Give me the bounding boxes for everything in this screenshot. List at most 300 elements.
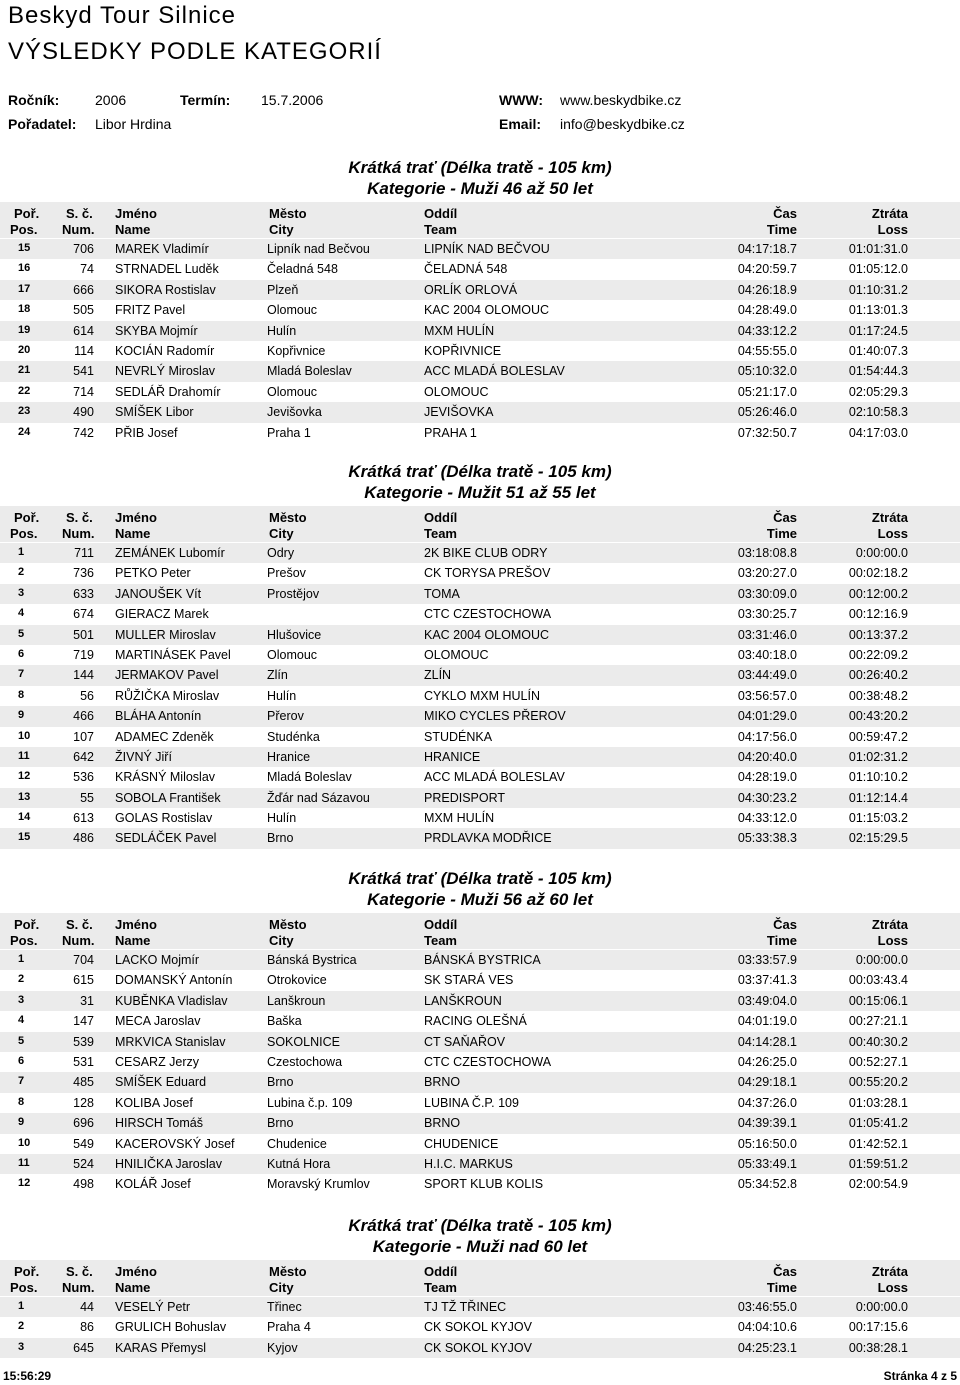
- cell-loss: 01:42:52.1: [848, 1136, 908, 1151]
- cell-num: 704: [73, 953, 94, 967]
- cell-num: 128: [73, 1095, 94, 1110]
- cell-team: KAC 2004 OLOMOUC: [424, 627, 550, 642]
- table-row: [0, 563, 960, 583]
- cell-name: NEVRLÝ Miroslav: [115, 364, 216, 379]
- col-num-cz: S. č.: [66, 206, 93, 221]
- cell-name: MRKVICA Stanislav: [115, 1034, 226, 1049]
- cell-time: 04:39:39.1: [737, 1116, 797, 1131]
- table-row: [0, 259, 960, 279]
- cell-time: 03:56:57.0: [737, 688, 797, 703]
- cell-pos: 17: [18, 282, 31, 295]
- cell-team: BÁNSKÁ BYSTRICA: [424, 953, 541, 967]
- cell-num: 536: [73, 770, 94, 785]
- cell-name: JANOUŠEK Vít: [115, 586, 202, 601]
- col-pos-cz: Poř.: [14, 1264, 40, 1279]
- cell-name: SEDLÁŘ Drahomír: [115, 384, 221, 399]
- cell-team: MXM HULÍN: [424, 811, 495, 826]
- cell-city: Zlín: [267, 668, 288, 683]
- cell-city: Prostějov: [267, 586, 320, 601]
- cell-time: 03:31:46.0: [737, 627, 797, 642]
- cell-city: Lubina č.p. 109: [267, 1095, 353, 1110]
- cell-pos: 16: [18, 262, 31, 275]
- cell-name: KOLÁŘ Josef: [115, 1177, 191, 1192]
- section-heading: [0, 462, 960, 503]
- cell-loss: 00:59:47.2: [848, 729, 908, 744]
- cell-team: TJ TŽ TŘINEC: [424, 1300, 507, 1314]
- table-row: [0, 788, 960, 808]
- footer-page: Stránka 4 z 5: [883, 1369, 957, 1383]
- cell-team: RACING OLEŠNÁ: [424, 1014, 527, 1029]
- cell-time: 05:34:52.8: [737, 1177, 797, 1192]
- cell-team: SK STARÁ VES: [424, 973, 514, 988]
- cell-loss: 0:00:00.0: [855, 953, 908, 967]
- cell-name: HNILIČKA Jaroslav: [115, 1156, 222, 1171]
- cell-team: ORLÍK ORLOVÁ: [424, 282, 518, 297]
- cell-pos: 23: [18, 405, 31, 418]
- cell-city: Moravský Krumlov: [267, 1177, 370, 1192]
- cell-pos: 19: [18, 323, 31, 336]
- cell-name: SMÍŠEK Eduard: [115, 1075, 207, 1090]
- cell-city: Lipník nad Bečvou: [267, 242, 370, 256]
- cell-team: CK SOKOL KYJOV: [424, 1340, 532, 1355]
- cell-loss: 01:05:41.2: [848, 1116, 908, 1131]
- table-row: [0, 1154, 960, 1174]
- table-row: [0, 300, 960, 320]
- cell-loss: 00:27:21.1: [848, 1014, 908, 1029]
- cell-loss: 00:12:00.2: [848, 586, 908, 601]
- cell-pos: 2: [18, 1320, 25, 1333]
- col-city-en: City: [269, 933, 294, 948]
- col-team-cz: Oddíl: [424, 206, 458, 221]
- col-team-en: Team: [424, 1280, 457, 1295]
- col-time-en: Time: [766, 526, 797, 541]
- email-label: Email:: [499, 116, 542, 132]
- cell-time: 04:25:23.1: [737, 1340, 797, 1355]
- cell-name: LACKO Mojmír: [115, 953, 200, 967]
- cell-loss: 00:26:40.2: [848, 668, 908, 683]
- col-name-en: Name: [115, 933, 151, 948]
- table-row: [0, 1174, 960, 1194]
- cell-name: JERMAKOV Pavel: [115, 668, 219, 683]
- cell-num: 498: [73, 1177, 94, 1192]
- cell-team: BRNO: [424, 1116, 461, 1131]
- cell-name: PETKO Peter: [115, 566, 191, 581]
- cell-city: Baška: [267, 1014, 302, 1029]
- cell-city: Brno: [267, 1116, 294, 1131]
- cell-team: KOPŘIVNICE: [424, 343, 502, 358]
- cell-name: MECA Jaroslav: [115, 1014, 201, 1029]
- cell-pos: 4: [18, 1014, 25, 1027]
- cell-loss: 00:38:28.1: [848, 1340, 908, 1355]
- cell-time: 04:37:26.0: [737, 1095, 797, 1110]
- cell-team: PREDISPORT: [424, 790, 506, 805]
- table-row: [0, 727, 960, 747]
- cell-pos: 24: [18, 425, 31, 438]
- cell-team: KAC 2004 OLOMOUC: [424, 303, 550, 318]
- cell-city: Hulín: [267, 811, 297, 826]
- cell-pos: 21: [18, 364, 31, 377]
- cell-city: Hulín: [267, 323, 297, 338]
- col-time-cz: Čas: [773, 206, 797, 221]
- cell-team: MXM HULÍN: [424, 323, 495, 338]
- col-pos-en: Pos.: [10, 526, 38, 541]
- cell-time: 05:10:32.0: [737, 364, 797, 379]
- cell-name: KRÁSNÝ Miloslav: [115, 770, 216, 785]
- column-header: [0, 202, 960, 238]
- cell-city: Hulín: [267, 688, 297, 703]
- results-table: [0, 239, 960, 443]
- cell-loss: 01:03:28.1: [848, 1095, 908, 1110]
- table-row: [0, 747, 960, 767]
- col-time-en: Time: [766, 1280, 797, 1295]
- cell-pos: 6: [18, 1054, 25, 1067]
- section-heading: [0, 1216, 960, 1257]
- cell-pos: 2: [18, 973, 25, 986]
- cell-time: 07:32:50.7: [737, 425, 797, 440]
- table-row: [0, 604, 960, 624]
- cell-loss: 00:15:06.1: [848, 993, 908, 1008]
- cell-team: CT SAŇAŘOV: [424, 1034, 506, 1049]
- cell-time: 05:33:38.3: [737, 831, 797, 846]
- cell-loss: 01:12:14.4: [848, 790, 908, 805]
- cell-loss: 01:05:12.0: [848, 262, 908, 277]
- col-loss-en: Loss: [877, 933, 908, 948]
- cell-loss: 01:54:44.3: [848, 364, 908, 379]
- cell-loss: 02:05:29.3: [848, 384, 908, 399]
- cell-team: LANŠKROUN: [424, 993, 502, 1008]
- col-time-cz: Čas: [773, 917, 797, 932]
- col-num-cz: S. č.: [66, 510, 93, 525]
- col-name-cz: Jméno: [115, 206, 157, 221]
- cell-team: MIKO CYCLES PŘEROV: [424, 709, 566, 724]
- table-row: [0, 1297, 960, 1317]
- col-num-cz: S. č.: [66, 917, 93, 932]
- cell-time: 03:18:08.8: [737, 546, 797, 560]
- cell-city: Praha 4: [267, 1320, 311, 1335]
- cell-time: 05:26:46.0: [737, 405, 797, 420]
- cell-city: Čeladná 548: [267, 262, 338, 277]
- cell-loss: 00:55:20.2: [848, 1075, 908, 1090]
- table-row: [0, 361, 960, 381]
- table-row: [0, 402, 960, 422]
- cell-pos: 11: [18, 749, 30, 762]
- cell-team: ZLÍN: [424, 668, 452, 683]
- rocnik-label: Ročník:: [8, 92, 60, 108]
- track-title: Krátká trať (Délka tratě - 105 km): [348, 462, 612, 481]
- cell-loss: 00:52:27.1: [848, 1054, 908, 1069]
- cell-num: 107: [73, 729, 94, 744]
- cell-time: 03:33:57.9: [737, 953, 797, 967]
- cell-time: 04:29:18.1: [737, 1075, 797, 1090]
- cell-team: CK SOKOL KYJOV: [424, 1320, 532, 1335]
- cell-pos: 9: [18, 1116, 25, 1129]
- cell-loss: 02:10:58.3: [848, 405, 908, 420]
- cell-name: SEDLÁČEK Pavel: [115, 831, 217, 846]
- col-team-cz: Oddíl: [424, 510, 458, 525]
- cell-time: 04:20:40.0: [737, 749, 797, 764]
- cell-time: 05:21:17.0: [737, 384, 797, 399]
- col-time-cz: Čas: [773, 510, 797, 525]
- cell-time: 04:01:29.0: [737, 709, 797, 724]
- cell-num: 31: [80, 993, 94, 1008]
- cell-num: 742: [73, 425, 94, 440]
- cell-team: STUDÉNKA: [424, 729, 493, 744]
- cell-loss: 01:01:31.0: [848, 242, 908, 256]
- cell-pos: 18: [18, 303, 31, 316]
- cell-num: 719: [73, 647, 94, 662]
- cell-city: Praha 1: [267, 425, 311, 440]
- cell-city: Prešov: [267, 566, 306, 581]
- poradatel-label: Pořadatel:: [8, 116, 77, 132]
- termin-value: 15.7.2006: [261, 92, 324, 108]
- cell-pos: 3: [18, 1340, 25, 1353]
- col-city-cz: Město: [269, 510, 307, 525]
- cell-city: Mladá Boleslav: [267, 770, 352, 785]
- cell-time: 04:04:10.6: [737, 1320, 797, 1335]
- section-heading: [0, 869, 960, 910]
- cell-time: 04:26:25.0: [737, 1054, 797, 1069]
- cell-loss: 01:40:07.3: [848, 343, 908, 358]
- cell-loss: 0:00:00.0: [855, 546, 908, 560]
- cell-num: 74: [80, 262, 94, 277]
- cell-team: ACC MLADÁ BOLESLAV: [424, 364, 565, 379]
- cell-name: CESARZ Jerzy: [115, 1054, 200, 1069]
- table-row: [0, 1011, 960, 1031]
- cell-team: JEVIŠOVKA: [424, 405, 494, 420]
- cell-name: HIRSCH Tomáš: [115, 1116, 203, 1131]
- cell-num: 501: [73, 627, 94, 642]
- cell-name: MULLER Miroslav: [115, 627, 216, 642]
- cell-loss: 00:02:18.2: [848, 566, 908, 581]
- cell-num: 524: [73, 1156, 94, 1171]
- category-title: Kategorie - Mužit 51 až 55 let: [364, 483, 596, 502]
- col-num-en: Num.: [62, 1280, 95, 1295]
- cell-city: Brno: [267, 831, 294, 846]
- cell-name: GOLAS Rostislav: [115, 811, 213, 826]
- cell-city: Třinec: [267, 1300, 302, 1314]
- track-title: Krátká trať (Délka tratě - 105 km): [348, 869, 612, 888]
- results-table: [0, 950, 960, 1195]
- cell-name: DOMANSKÝ Antonín: [115, 973, 233, 988]
- table-row: [0, 1072, 960, 1092]
- cell-name: BLÁHA Antonín: [115, 709, 202, 724]
- col-pos-en: Pos.: [10, 222, 38, 237]
- col-loss-cz: Ztráta: [871, 917, 908, 932]
- cell-team: SPORT KLUB KOLIS: [424, 1177, 544, 1192]
- cell-team: ACC MLADÁ BOLESLAV: [424, 770, 565, 785]
- cell-num: 541: [73, 364, 94, 379]
- col-name-cz: Jméno: [115, 917, 157, 932]
- cell-name: KOCIÁN Radomír: [115, 343, 215, 358]
- cell-team: LIPNÍK NAD BEČVOU: [424, 242, 550, 256]
- cell-name: SKYBA Mojmír: [115, 323, 198, 338]
- cell-team: CYKLO MXM HULÍN: [424, 688, 540, 703]
- cell-team: PRDLAVKA MODŘICE: [424, 831, 552, 846]
- col-city-en: City: [269, 526, 294, 541]
- cell-time: 03:44:49.0: [737, 668, 797, 683]
- cell-pos: 12: [18, 770, 31, 783]
- col-loss-cz: Ztráta: [871, 1264, 908, 1279]
- table-row: [0, 706, 960, 726]
- col-team-cz: Oddíl: [424, 917, 458, 932]
- cell-time: 03:40:18.0: [737, 647, 797, 662]
- cell-pos: 11: [18, 1156, 30, 1169]
- cell-pos: 8: [18, 1095, 25, 1108]
- cell-loss: 00:43:20.2: [848, 709, 908, 724]
- cell-loss: 01:10:31.2: [848, 282, 908, 297]
- cell-pos: 10: [18, 729, 31, 742]
- cell-time: 05:16:50.0: [737, 1136, 797, 1151]
- cell-city: Studénka: [267, 729, 320, 744]
- col-pos-en: Pos.: [10, 933, 38, 948]
- col-loss-en: Loss: [877, 526, 908, 541]
- col-team-en: Team: [424, 222, 457, 237]
- category-title: Kategorie - Muži 56 až 60 let: [367, 890, 593, 909]
- cell-name: VESELÝ Petr: [115, 1300, 191, 1314]
- track-title: Krátká trať (Délka tratě - 105 km): [348, 1216, 612, 1235]
- cell-time: 04:28:19.0: [737, 770, 797, 785]
- table-row: [0, 239, 960, 259]
- col-city-en: City: [269, 1280, 294, 1295]
- cell-city: Chudenice: [267, 1136, 327, 1151]
- col-pos-en: Pos.: [10, 1280, 38, 1295]
- cell-num: 615: [73, 973, 94, 988]
- col-pos-cz: Poř.: [14, 917, 40, 932]
- cell-city: Odry: [267, 546, 295, 560]
- cell-city: Jevišovka: [267, 405, 322, 420]
- cell-time: 04:28:49.0: [737, 303, 797, 318]
- cell-pos: 14: [18, 811, 31, 824]
- table-row: [0, 1338, 960, 1358]
- cell-num: 666: [73, 282, 94, 297]
- cell-num: 114: [74, 343, 94, 358]
- cell-loss: 00:17:15.6: [848, 1320, 908, 1335]
- cell-pos: 7: [18, 1075, 25, 1088]
- table-row: [0, 1093, 960, 1113]
- cell-num: 55: [80, 790, 94, 805]
- col-num-cz: S. č.: [66, 1264, 93, 1279]
- cell-pos: 6: [18, 647, 25, 660]
- cell-time: 03:30:09.0: [737, 586, 797, 601]
- cell-city: Žďár nad Sázavou: [267, 790, 370, 805]
- cell-pos: 8: [18, 688, 25, 701]
- termin-label: Termín:: [180, 92, 231, 108]
- cell-name: GIERACZ Marek: [115, 607, 209, 622]
- cell-pos: 15: [18, 831, 31, 844]
- category-title: Kategorie - Muži nad 60 let: [372, 1237, 588, 1256]
- table-row: [0, 1113, 960, 1133]
- cell-name: ŽIVNÝ Jiří: [115, 749, 172, 764]
- cell-name: ADAMEC Zdeněk: [115, 729, 214, 744]
- col-city-cz: Město: [269, 917, 307, 932]
- cell-loss: 02:15:29.5: [848, 831, 908, 846]
- cell-pos: 4: [18, 607, 25, 620]
- cell-team: LUBINA Č.P. 109: [424, 1095, 519, 1110]
- rocnik-value: 2006: [95, 92, 127, 108]
- table-row: [0, 1134, 960, 1154]
- cell-loss: 01:13:01.3: [848, 303, 908, 318]
- cell-time: 04:55:55.0: [737, 343, 797, 358]
- cell-loss: 00:12:16.9: [848, 607, 908, 622]
- cell-time: 04:33:12.2: [737, 323, 797, 338]
- cell-city: Plzeň: [267, 282, 299, 297]
- cell-time: 04:26:18.9: [737, 282, 797, 297]
- table-row: [0, 321, 960, 341]
- cell-city: Olomouc: [267, 384, 318, 399]
- cell-num: 485: [73, 1075, 94, 1090]
- col-name-en: Name: [115, 1280, 151, 1295]
- cell-name: KACEROVSKÝ Josef: [115, 1136, 235, 1151]
- page-subtitle: VÝSLEDKY PODLE KATEGORIÍ: [8, 38, 382, 65]
- cell-loss: 01:59:51.2: [848, 1156, 908, 1171]
- cell-num: 505: [73, 303, 94, 318]
- cell-time: 03:49:04.0: [737, 993, 797, 1008]
- cell-pos: 20: [18, 343, 31, 356]
- cell-name: MAREK Vladimír: [115, 242, 209, 256]
- cell-loss: 01:17:24.5: [848, 323, 908, 338]
- cell-num: 549: [73, 1136, 94, 1151]
- page-title: Beskyd Tour Silnice: [8, 2, 236, 29]
- cell-name: RŮŽIČKA Miroslav: [115, 688, 220, 703]
- cell-team: TOMA: [424, 586, 460, 601]
- column-header: [0, 506, 960, 542]
- email-link[interactable]: info@beskydbike.cz: [560, 116, 685, 132]
- col-time-en: Time: [766, 933, 797, 948]
- cell-num: 714: [73, 384, 94, 399]
- table-row: [0, 665, 960, 685]
- cell-city: Otrokovice: [267, 973, 327, 988]
- cell-pos: 10: [18, 1136, 31, 1149]
- col-pos-cz: Poř.: [14, 510, 40, 525]
- table-row: [0, 645, 960, 665]
- cell-city: Olomouc: [267, 303, 318, 318]
- cell-pos: 5: [18, 627, 25, 640]
- cell-pos: 3: [18, 586, 25, 599]
- cell-num: 531: [73, 1054, 94, 1069]
- table-row: [0, 1052, 960, 1072]
- col-city-cz: Město: [269, 206, 307, 221]
- cell-time: 04:33:12.0: [737, 811, 797, 826]
- cell-loss: 01:02:31.2: [848, 749, 908, 764]
- cell-num: 613: [73, 811, 94, 826]
- www-link[interactable]: www.beskydbike.cz: [560, 92, 682, 108]
- cell-time: 04:14:28.1: [737, 1034, 797, 1049]
- cell-name: ZEMÁNEK Lubomír: [115, 546, 225, 560]
- cell-team: OLOMOUC: [424, 647, 489, 662]
- cell-loss: 01:10:10.2: [848, 770, 908, 785]
- cell-num: 147: [73, 1014, 94, 1029]
- table-row: [0, 808, 960, 828]
- col-time-cz: Čas: [773, 1264, 797, 1279]
- cell-pos: 1: [18, 1300, 25, 1312]
- cell-pos: 12: [18, 1177, 31, 1190]
- footer-time: 15:56:29: [3, 1369, 52, 1383]
- table-row: [0, 341, 960, 361]
- cell-num: 633: [73, 586, 94, 601]
- cell-loss: 02:00:54.9: [848, 1177, 908, 1192]
- table-row: [0, 280, 960, 300]
- col-team-cz: Oddíl: [424, 1264, 458, 1279]
- cell-pos: 22: [18, 384, 31, 397]
- cell-city: Hlušovice: [267, 627, 322, 642]
- col-loss-cz: Ztráta: [871, 206, 908, 221]
- cell-city: Kutná Hora: [267, 1156, 331, 1171]
- section-heading: [0, 158, 960, 199]
- cell-num: 696: [73, 1116, 94, 1131]
- cell-city: Kyjov: [267, 1340, 298, 1355]
- cell-num: 642: [73, 749, 94, 764]
- cell-num: 486: [73, 831, 94, 846]
